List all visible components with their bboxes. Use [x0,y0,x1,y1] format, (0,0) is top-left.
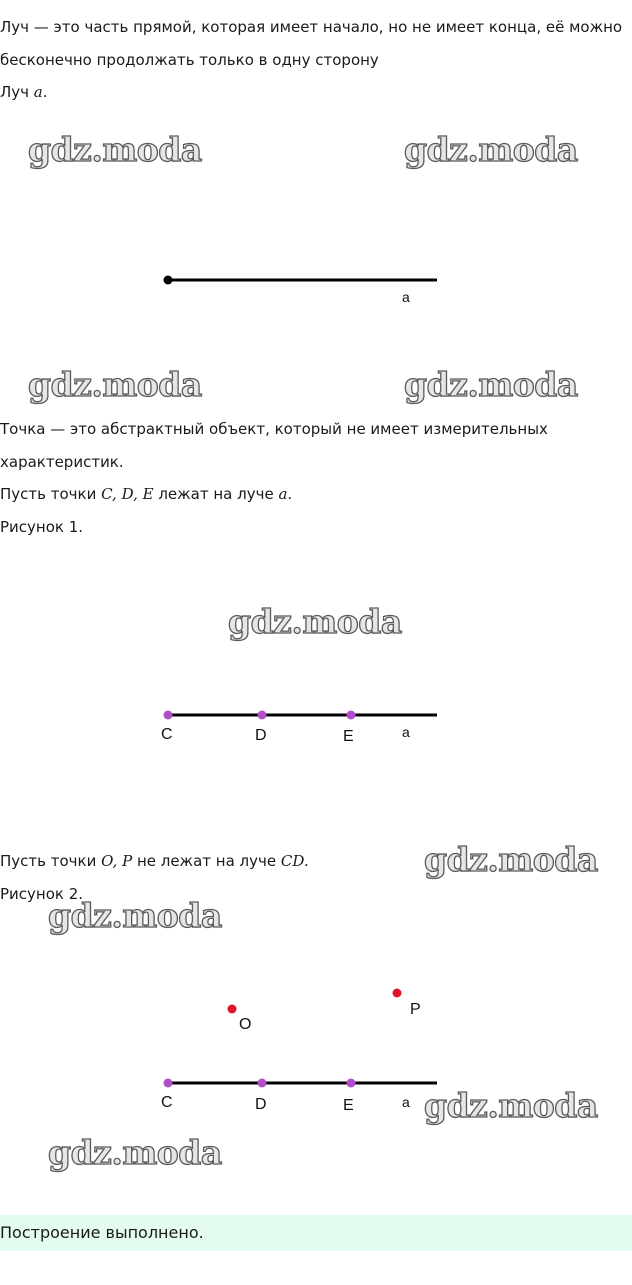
figure1-caption: Рисунок 1. [0,518,84,536]
op-prefix: Пусть точки [0,852,102,870]
points-prefix: Пусть точки [0,485,102,503]
ray-label-prefix: Луч [0,83,34,101]
point-d [258,1079,267,1088]
op-ray: CD. [280,852,309,870]
watermark: gdz.moda [404,130,578,169]
points-off-ray-line [0,851,309,871]
definition-ray-line1: Луч — это часть прямой, которая имеет начало, но не имеет конца, её можно [0,18,623,36]
points-ray: a. [278,485,293,503]
definition-point-line2: характеристик. [0,453,124,471]
watermark: gdz.moda [48,1133,222,1172]
point-c [164,1079,173,1088]
points-on-ray-line [0,484,292,504]
point-e [347,711,356,720]
watermark: gdz.moda [228,602,402,641]
ray-figure [0,250,632,320]
ray-label: a [402,724,410,740]
watermark: gdz.moda [28,365,202,404]
watermark: gdz.moda [424,840,598,879]
figure2-caption: Рисунок 2. [0,885,84,903]
ray-label-line [0,82,48,102]
watermark: gdz.moda [28,130,202,169]
point-e-label: E [343,1097,354,1114]
ray-start-point [164,276,173,285]
point-c [164,711,173,720]
ray-label-var: a. [33,83,48,101]
op-vars: O, P [101,852,133,870]
point-c-label: C [161,1094,173,1111]
point-o-label: O [239,1016,252,1033]
point-d-label: D [255,1096,267,1113]
op-suffix: не лежат на луче [132,852,281,870]
point-c-label: C [161,726,173,743]
result-text: Построение выполнено. [0,1223,204,1242]
definition-ray-line2: бесконечно продолжать только в одну сторону [0,51,379,69]
watermark: gdz.moda [48,896,222,935]
result-box [0,1215,632,1251]
points-suffix: лежат на луче [153,485,279,503]
point-e-label: E [343,728,354,745]
definition-point-line1: Точка — это абстрактный объект, который не имеет измерительных [0,420,548,438]
point-d [258,711,267,720]
watermark: gdz.moda [424,1086,598,1125]
point-d-label: D [255,727,267,744]
figure1 [0,695,632,755]
watermark: gdz.moda [404,365,578,404]
point-p [393,989,402,998]
ray-label: a [402,1094,410,1110]
point-o [228,1005,237,1014]
ray-label: a [402,289,410,305]
point-e [347,1079,356,1088]
point-p-label: P [410,1001,421,1018]
points-vars: C, D, E [101,485,154,503]
